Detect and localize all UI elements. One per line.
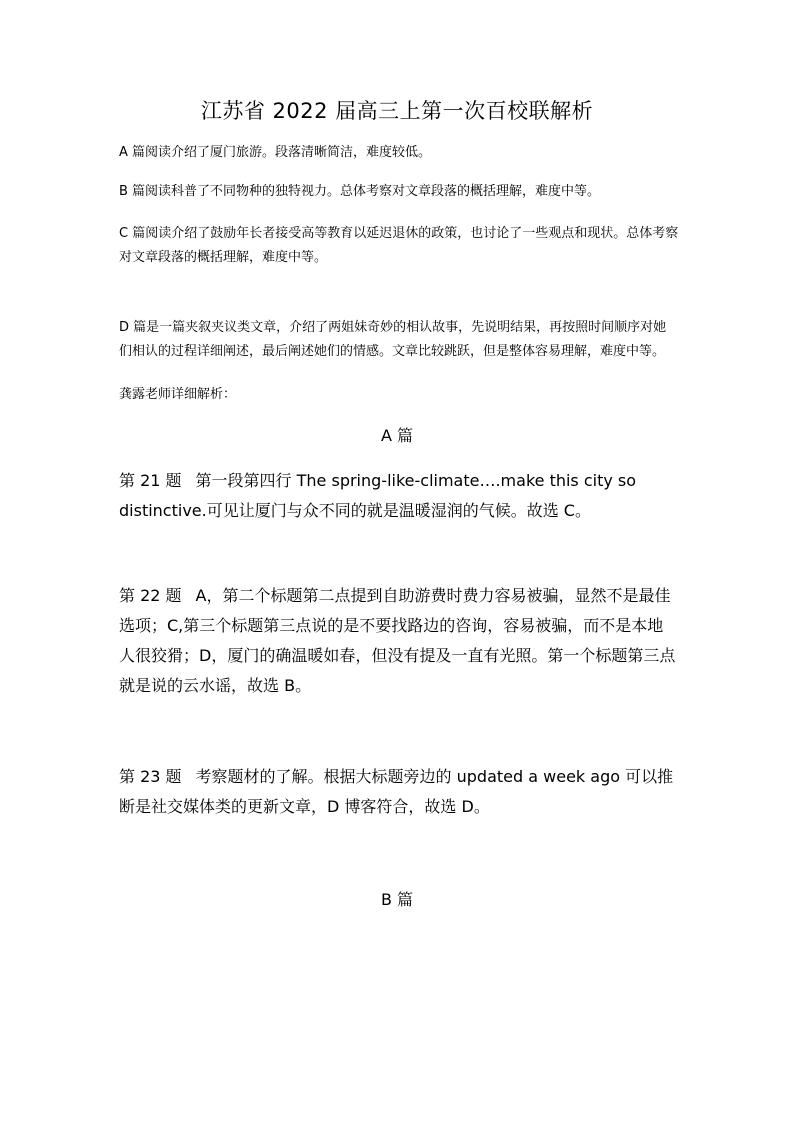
- summary-passage-c: C 篇阅读介绍了鼓励年长者接受高等教育以延迟退休的政策，也讨论了一些观点和现状。总体考察对文章段落的概括理解，难度中等。: [119, 226, 679, 265]
- question-explanation: A，第二个标题第二点提到自助游费时费力容易被骗，显然不是最佳选项；C,第三个标题第三点说的是不要找路边的咨询，容易被骗，而不是本地人很狡猾；D，厦门的确温暖如春，但没有提及一直有光照。第一个标题第三点就是说的云水谣，故选 B。: [119, 586, 676, 695]
- summary-passage-b: B 篇阅读科普了不同物种的独特视力。总体考察对文章段落的概括理解，难度中等。: [119, 184, 601, 199]
- question-21: [119, 466, 679, 526]
- teacher-analysis-label: 龚露老师详细解析：: [119, 387, 237, 402]
- summary-passage-d: D 篇是一篇夹叙夹议类文章，介绍了两姐妹奇妙的相认故事，先说明结果，再按照时间顺序对她们相认的过程详细阐述，最后阐述她们的情感。文章比较跳跃，但是整体容易理解，难度中等。: [119, 320, 667, 359]
- summary-passage-a: A 篇阅读介绍了厦门旅游。段落清晰简洁，难度较低。: [119, 145, 432, 160]
- question-number: 第 22 题: [119, 586, 182, 605]
- question-number: 第 21 题: [119, 471, 182, 490]
- section-heading-a: A 篇: [380, 426, 414, 445]
- page-title: 江苏省 2022 届高三上第一次百校联解析: [200, 99, 594, 123]
- section-heading-b: B 篇: [380, 890, 414, 909]
- question-number: 第 23 题: [119, 767, 182, 786]
- question-explanation: 第一段第四行 The spring-like-climate….make this city so distinctive.可见让厦门与众不同的就是温暖湿润的气候。故选 C。: [119, 471, 637, 520]
- question-22: [119, 581, 679, 701]
- question-23: [119, 762, 679, 822]
- question-explanation: 考察题材的了解。根据大标题旁边的 updated a week ago 可以推断是社交媒体类的更新文章，D 博客符合，故选 D。: [119, 767, 674, 816]
